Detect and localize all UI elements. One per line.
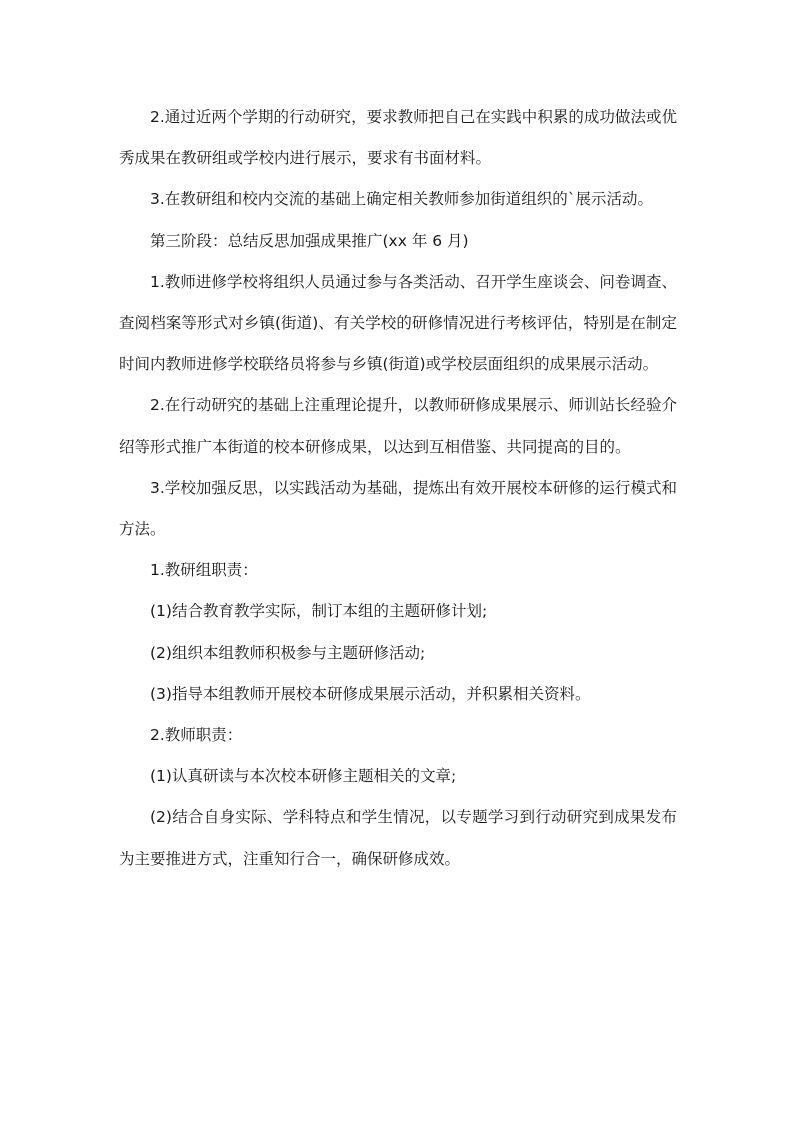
list-item-teacher-duty-2: (2)结合自身实际、学科特点和学生情况，以专题学习到行动研究到成果发布为主要推进方式，注重知行合一，确保研修成效。 bbox=[119, 808, 677, 868]
paragraph-4: 1.教师进修学校将组织人员通过参与各类活动、召开学生座谈会、问卷调查、查阅档案等形式对乡镇(街道)、有关学校的研修情况进行考核评估，特别是在制定时间内教师进修学校联络员将参与乡镇(街道)或学校层面组织的成果展示活动。 bbox=[119, 272, 677, 374]
list-item-group-duty-3: (3)指导本组教师开展校本研修成果展示活动，并积累相关资料。 bbox=[150, 684, 591, 703]
paragraph-5: 2.在行动研究的基础上注重理论提升，以教师研修成果展示、师训站长经验介绍等形式推广本街道的校本研修成果，以达到互相借鉴、共同提高的目的。 bbox=[119, 396, 677, 456]
paragraph-6: 3.学校加强反思，以实践活动为基础，提炼出有效开展校本研修的运行模式和方法。 bbox=[119, 478, 677, 539]
paragraph-2: 3.在教研组和校内交流的基础上确定相关教师参加街道组织的`展示活动。 bbox=[150, 190, 654, 209]
list-item-group-duty-2: (2)组织本组教师积极参与主题研修活动; bbox=[150, 643, 426, 662]
list-item-group-duty-1: (1)结合教育教学实际，制订本组的主题研修计划; bbox=[150, 602, 488, 621]
list-item-teacher-duty-1: (1)认真研读与本次校本研修主题相关的文章; bbox=[150, 767, 457, 786]
document-body bbox=[119, 97, 677, 880]
paragraph-1: 2.通过近两个学期的行动研究，要求教师把自己在实践中积累的成功做法或优秀成果在教研组或学校内进行展示，要求有书面材料。 bbox=[119, 108, 677, 168]
section-heading-stage-3: 第三阶段：总结反思加强成果推广(xx 年 6 月) bbox=[150, 231, 469, 250]
heading-teaching-group-duties: 1.教研组职责： bbox=[150, 561, 258, 580]
heading-teacher-duties: 2.教师职责： bbox=[150, 726, 243, 745]
